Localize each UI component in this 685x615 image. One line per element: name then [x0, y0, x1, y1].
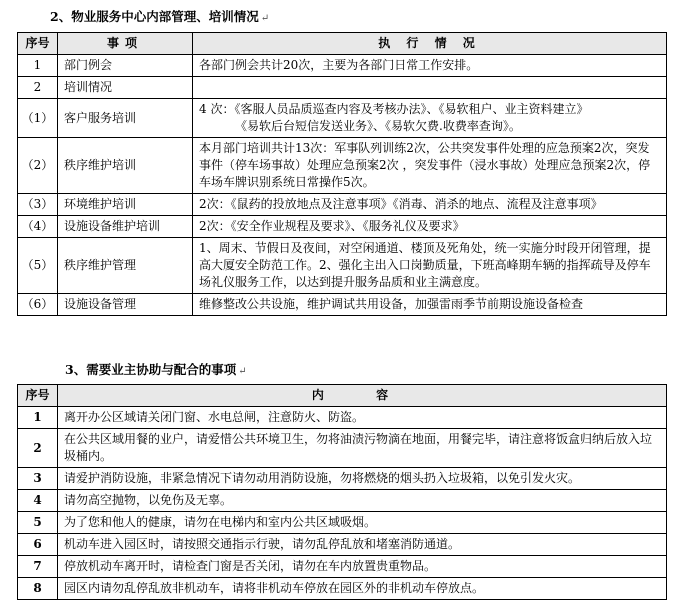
row-content: 请勿高空抛物，以免伤及无辜。 [58, 490, 667, 512]
table-row [18, 194, 667, 216]
row-item: 部门例会 [58, 55, 193, 77]
table-row [18, 490, 667, 512]
header-item: 事项 [58, 33, 193, 55]
table-row [18, 216, 667, 238]
header-content: 内 容 [58, 385, 667, 407]
row-content: 请爱护消防设施，非紧急情况下请勿动用消防设施，勿将燃烧的烟头扔入垃圾箱，以免引发火灾。 [58, 468, 667, 490]
detail-line: 2次：《鼠药的投放地点及注意事项》《消毒、消杀的地点、流程及注意事项》 [199, 197, 603, 211]
table-row [18, 77, 667, 99]
row-item: 秩序维护培训 [58, 138, 193, 194]
table-row [18, 55, 667, 77]
row-detail [193, 99, 667, 138]
row-item: 客户服务培训 [58, 99, 193, 138]
table-row [18, 238, 667, 294]
row-item: 设施设备管理 [58, 294, 193, 316]
row-number: 6 [18, 534, 58, 556]
row-content: 园区内请勿乱停乱放非机动车，请将非机动车停放在园区外的非机动车停放点。 [58, 578, 667, 600]
row-number: （3） [18, 194, 58, 216]
row-content: 为了您和他人的健康，请勿在电梯内和室内公共区域吸烟。 [58, 512, 667, 534]
row-content: 机动车进入园区时，请按照交通指示行驶，请勿乱停乱放和堵塞消防通道。 [58, 534, 667, 556]
row-detail [193, 216, 667, 238]
table-row [18, 512, 667, 534]
row-item: 设施设备维护培训 [58, 216, 193, 238]
header-no: 序号 [18, 33, 58, 55]
table-row [18, 407, 667, 429]
table-row [18, 534, 667, 556]
row-number: 2 [18, 77, 58, 99]
table-row [18, 556, 667, 578]
table-row [18, 429, 667, 468]
row-number: 2 [18, 429, 58, 468]
row-detail [193, 238, 667, 294]
row-detail [193, 194, 667, 216]
row-item: 环境维护培训 [58, 194, 193, 216]
owner-cooperation-table [17, 384, 667, 600]
section-2-title: 2、物业服务中心内部管理、培训情况 ↵ [50, 9, 270, 24]
row-detail [193, 138, 667, 194]
row-number: （5） [18, 238, 58, 294]
row-number: 1 [18, 407, 58, 429]
row-number: （6） [18, 294, 58, 316]
row-number: （2） [18, 138, 58, 194]
detail-line: 本月部门培训共计13次：军事队列训练2次，公共突发事件处理的应急预案2次，突发事件（停车场事故）处理应急预案2次 ，突发事件（浸水事故）处理应急预案2次，停车场车牌识别系统日常操作5次。 [199, 141, 651, 189]
row-number: （4） [18, 216, 58, 238]
detail-line: 1、周末、节假日及夜间，对空闲通道、楼顶及死角处，统一实施分时段开闭管理，提高大厦安全防范工作。2、强化主出入口岗勤质量，下班高峰期车辆的指挥疏导及停车场礼仪服务工作，以达到提升服务品质和业主满意度。 [199, 241, 651, 289]
detail-line: 《易软后台短信发送业务》、《易软欠费.收费率查询》。 [235, 119, 521, 133]
row-number: 5 [18, 512, 58, 534]
table-row [18, 138, 667, 194]
row-item: 培训情况 [58, 77, 193, 99]
row-detail [193, 294, 667, 316]
table-header-row [18, 33, 667, 55]
management-training-table [17, 32, 667, 316]
section-3-title: 3、需要业主协助与配合的事项 ↵ [65, 362, 247, 377]
header-detail: 执 行 情 况 [193, 33, 667, 55]
row-detail [193, 55, 667, 77]
row-content: 停放机动车离开时，请检查门窗是否关闭，请勿在车内放置贵重物品。 [58, 556, 667, 578]
row-number: 3 [18, 468, 58, 490]
table-row [18, 468, 667, 490]
row-number: 7 [18, 556, 58, 578]
row-detail [193, 77, 667, 99]
table-row [18, 294, 667, 316]
header-no: 序号 [18, 385, 58, 407]
row-number: 4 [18, 490, 58, 512]
table-header-row [18, 385, 667, 407]
detail-line: 维修整改公共设施，维护调试共用设备，加强雷雨季节前期设施设备检查 [199, 297, 584, 311]
row-number: （1） [18, 99, 58, 138]
table-row [18, 99, 667, 138]
detail-line: 4 次：《客服人员品质巡查内容及考核办法》、《易软租户、业主资料建立》 [199, 102, 589, 116]
row-content: 在公共区域用餐的业户，请爱惜公共环境卫生，勿将油渍污物滴在地面，用餐完毕，请注意将饭盒归纳后放入垃圾桶内。 [58, 429, 667, 468]
detail-line: 2次：《安全作业规程及要求》、《服务礼仪及要求》 [199, 219, 465, 233]
row-number: 1 [18, 55, 58, 77]
detail-line [199, 79, 660, 96]
table-row [18, 578, 667, 600]
row-item: 秩序维护管理 [58, 238, 193, 294]
detail-line: 各部门例会共计20次，主要为各部门日常工作安排。 [199, 58, 479, 72]
row-number: 8 [18, 578, 58, 600]
row-content: 离开办公区域请关闭门窗、水电总闸，注意防火、防盗。 [58, 407, 667, 429]
